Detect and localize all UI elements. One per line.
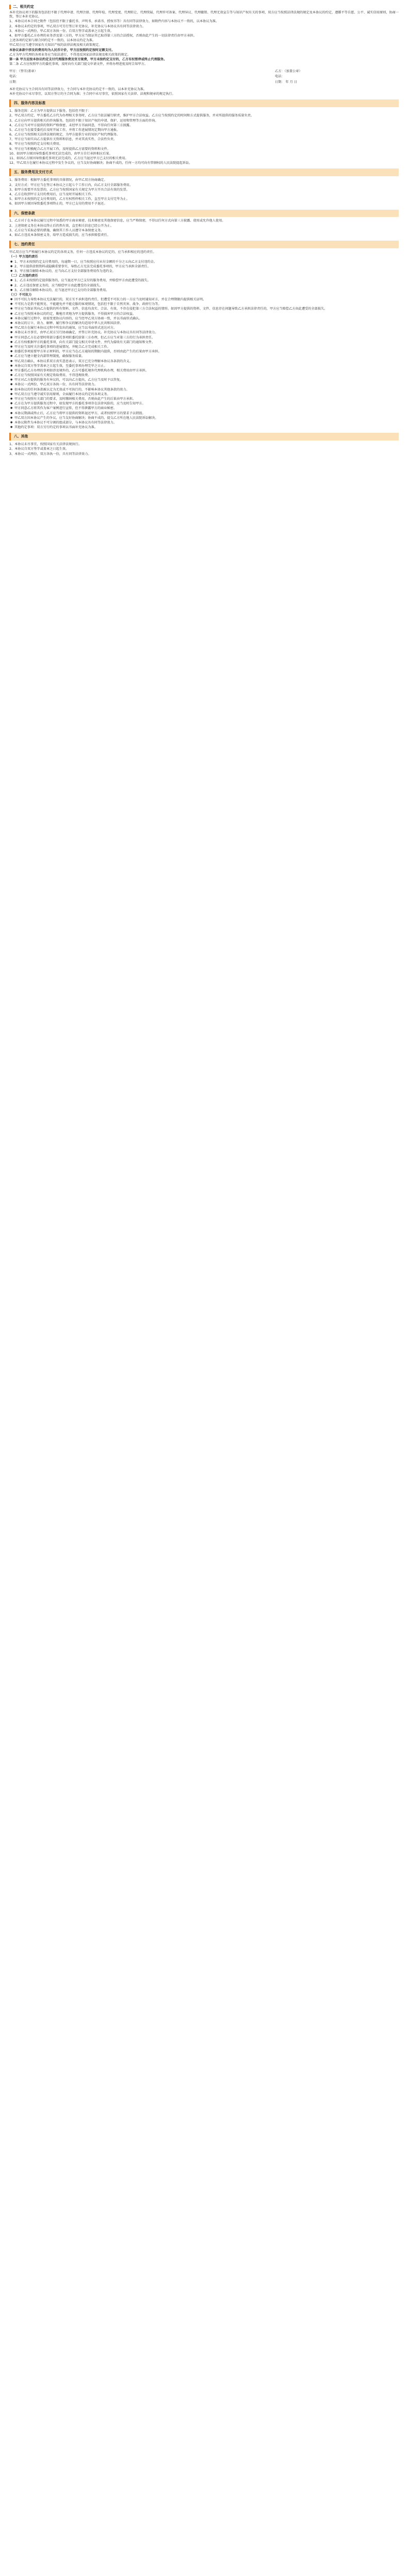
list-item: ● 因不可抗力导致本协议无法履行的，双方互不承担违约责任，但遭受不可抗力的一方应当及时通知对方，并在合理期限内提供相关证明。 <box>9 298 399 302</box>
list-item: ● 1、乙方未按照约定提供服务的，应当退还甲方已支付的服务费用，并赔偿甲方由此遭受的损失。 <box>9 279 399 283</box>
paragraph: 4、如乙方违反本条保密义务，给甲方造成损失的，应当承担赔偿责任。 <box>9 233 110 238</box>
list-item: ● 本协议的订立、效力、解释、履行和争议的解决均适用中华人民共和国法律。 <box>9 321 399 326</box>
paragraph: 本补充协议项下的服务包括但不限于代理申请、代理注册、代理年检、代理变更、代理转让、代理续展、代理许可备案、代理异议、代理撤销、代理无效宣告等与知识产权有关的事项，双方应当按照法律法规的规定及本协议的约定，遵循平等自愿、公平、诚实信用原则，协商一致，签订本补充协议。 <box>9 11 399 19</box>
paragraph: 9、甲方应当积极配合乙方开展工作，及时提供乙方需要的资料和文件。 <box>9 147 110 151</box>
paragraph: 4、如甲方委托乙方办理的业务涉及第三方的，甲方应当保证其已取得第三方的合法授权，否则由此产生的一切法律责任由甲方承担。 <box>9 33 197 38</box>
band1-body <box>9 109 399 165</box>
paragraph: 6、乙方应当按照相关法律法规的规定，为甲方提供专业的知识产权代理服务。 <box>9 133 120 137</box>
list-item: ● 乙方应当按照本协议的约定，勤勉尽责地为甲方提供服务，不得损害甲方的合法权益。 <box>9 312 399 316</box>
subheading: （二）乙方违约责任 <box>9 274 38 278</box>
band3-body <box>9 219 399 238</box>
paragraph: 10、如因甲方原因导致委托事项无法完成的，由甲方自行承担相应后果。 <box>9 151 112 156</box>
paragraph: 乙方为甲方代理的各项业务应当依法进行，不得违反国家法律法规及相关政策的规定。 <box>9 53 131 57</box>
list-item: ● 本协议一式两份，甲乙双方各执一份，具有同等法律效力。 <box>9 383 399 387</box>
document-page <box>0 0 408 465</box>
paragraph: 2、上述保密义务在本协议终止后仍然有效，直至相关信息已经公开为止。 <box>9 224 113 228</box>
long-body <box>9 307 399 430</box>
list-item: ● 甲乙双方确认，本协议系双方真实意思表示，双方已充分理解本协议各条款的含义。 <box>9 360 399 364</box>
signature-block <box>9 70 399 84</box>
list-item: ● 甲方应当保证其向乙方提供的所有资料、文件、信息均真实、合法、有效，不存在侵犯第三方合法权益的情形。如因甲方提供的资料、文件、信息存在问题导致乙方承担法律责任的，甲方应当赔偿乙方由此遭受的全部损失。 <box>9 307 399 311</box>
date-fields: 年 月 日 <box>285 80 298 84</box>
paragraph: 3、如甲方需要开具发票的，乙方应当按照国家有关规定为甲方开具合法有效的发票。 <box>9 188 129 192</box>
paragraph: 本补充协议中未尽事宜，以双方签订的主合同为准；主合同中未尽事宜，依照国家有关法律、法规和规章的规定执行。 <box>9 92 175 96</box>
heading-marker <box>9 5 11 9</box>
signature-row <box>9 75 399 79</box>
paragraph: 4、乙方在收到甲方支付的费用后，应当及时开展相关工作。 <box>9 192 94 196</box>
list-item: ● 本协议自双方签字盖章之日起生效，至委托事项办理完毕之日止。 <box>9 364 399 368</box>
party-b-label: 乙方：（加盖公章） <box>275 70 302 74</box>
paragraph: 本协议条款中涉及的费用均为人民币计价，甲方应按照约定按时足额支付。 <box>9 48 115 52</box>
paragraph: 3、本协议一式两份，甲乙双方各执一份，自双方签字或盖章之日起生效。 <box>9 29 113 33</box>
list-item: ● 甲方同意乙方将其作为客户案例进行宣传，但不得泄露甲方的商业秘密。 <box>9 406 399 411</box>
paragraph: 11、如因乙方原因导致委托事项无法完成的，乙方应当退还甲方已支付的相关费用。 <box>9 157 128 161</box>
list-item: ● 甲方对乙方提供的服务有异议的，可以向乙方提出，乙方应当及时予以答复。 <box>9 378 399 382</box>
band5-body <box>9 443 399 456</box>
phone-label-a: 电话： <box>9 75 19 79</box>
list-item: ● 2、乙方违反保密义务的，应当赔偿甲方由此遭受的全部损失。 <box>9 284 399 288</box>
paragraph: 第二条 乙方应按照甲方的委托事项，及时向有关部门提交申请文件，并将办理进度及时告知甲方。 <box>9 62 148 66</box>
list-item: ● 甲方应当及时关注委托事项的进展情况，并配合乙方完成相关工作。 <box>9 345 399 349</box>
paragraph: 上述各项约定如与原合同约定不一致的，以本协议约定为准。 <box>9 39 96 43</box>
paragraph: 第一条 甲方应按本协议约定支付代理服务费及官方规费，甲方未按约定支付的，乙方有权暂停或终止代理服务。 <box>9 57 167 61</box>
paragraph: 甲乙双方应当严格履行本协议约定的各项义务，任何一方违反本协议约定的，应当承担相应的违约责任。 <box>9 250 156 255</box>
paragraph: 1、本协议对本合同之附件（包括但不限于委托书、声明书、承诺书、授权书等）具有同等法律效力，如附件内容与本协议不一致的，以本协议为准。 <box>9 20 219 24</box>
paragraph: 5、如甲方未按照约定支付费用的，乙方有权暂停相关工作，直至甲方支付完毕为止。 <box>9 197 129 201</box>
list-item: ● 本协议履行过程中，如需变更协议内容的，应当经甲乙双方协商一致，并以书面形式确认。 <box>9 317 399 321</box>
list-item: ● 其他约定事项：双方另行约定的事项以书面补充协议为准。 <box>9 426 399 430</box>
paragraph: 3、乙方应当采取必要的措施，确保其工作人员遵守本条保密义务。 <box>9 228 104 232</box>
list-item: ● 甲乙双方因本协议产生的争议，应当友好协商解决；协商不成的，提交乙方所在地人民法院诉讼解决。 <box>9 416 399 420</box>
paragraph: 1、服务范围：乙方为甲方提供以下服务，包括但不限于： <box>9 109 91 113</box>
list-item: ● 不可抗力是指不能预见、不能避免并不能克服的客观情况，包括但不限于自然灾害、战争、政府行为等。 <box>9 302 399 307</box>
date-label-b: 日期： <box>275 80 285 84</box>
paragraph: 4、乙方应当对甲方提供的资料严格保密，未经甲方书面同意，不得向任何第三方披露。 <box>9 123 133 127</box>
signature-row <box>9 70 399 74</box>
paragraph: 3、本协议一式两份，双方各执一份，具有同等法律效力。 <box>9 452 91 456</box>
phone-label-b: 电话： <box>275 75 285 79</box>
paragraph: 甲乙双方应当遵守国家有关知识产权的法律法规及相关政策规定。 <box>9 43 102 47</box>
paragraph: 6、如因甲方原因导致委托事项终止的，甲方已支付的费用不予退还。 <box>9 202 107 206</box>
list-item: ● 乙方应当建立健全内部管理制度，确保服务质量。 <box>9 354 399 359</box>
date-label-a: 日期： <box>9 80 19 84</box>
section-band: 四、服务内容及标准 <box>9 99 399 107</box>
band4-body <box>9 250 399 307</box>
party-a-label: 甲方： <box>9 70 19 74</box>
list-item: ● 3、甲方擅自解除本协议的，应当向乙方支付全部服务费用作为违约金。 <box>9 269 399 274</box>
signature-row <box>9 80 399 84</box>
section-band: 八、其他 <box>9 433 399 440</box>
section2-body <box>9 11 399 66</box>
list-item: ● 甲乙双方应当遵守诚实信用原则，全面履行本协议约定的各项义务。 <box>9 393 399 397</box>
section-title: 二、相关约定 <box>13 5 34 9</box>
list-item: ● 2、甲方提供虚假资料或隐瞒重要事实，导致乙方无法完成委托事项的，甲方应当承担全部责任。 <box>9 265 399 269</box>
paragraph: 2、甲乙双方约定，甲方委托乙方代为办理相关事务时，乙方应当依法履行职责，维护甲方合法权益。乙方应当按照约定的时间和方式提供服务，并对所提供的服务质量负责。 <box>9 114 254 118</box>
paragraph: 2、支付方式：甲方应当在签订本协议之日起七个工作日内，向乙方支付全部服务费用。 <box>9 183 133 187</box>
paragraph: 1、服务费用：根据甲方委托事项的具体情况，由甲乙双方协商确定。 <box>9 178 107 182</box>
paragraph: 本补充协议与主合同具有同等法律效力，主合同与本补充协议约定不一致的，以本补充协议为准。 <box>9 87 147 91</box>
subheading: （一）甲方违约责任 <box>9 255 38 259</box>
list-item: ● 如委托事项需要甲方补正材料的，甲方应当在乙方通知的期限内提供，否则由此产生的后果由甲方承担。 <box>9 350 399 354</box>
section-band: 六、保密条款 <box>9 210 399 217</box>
section-heading <box>9 5 399 9</box>
subheading: （三）不可抗力 <box>9 293 32 297</box>
paragraph: 8、甲方应当按照约定支付相关费用。 <box>9 142 62 146</box>
paragraph: 1、本协议未尽事宜，按照国家有关法律法规执行。 <box>9 443 82 447</box>
list-item: ● 本协议附件为本协议不可分割的组成部分，与本协议具有同等法律效力。 <box>9 421 399 425</box>
paragraph: 1、乙方对于在本协议履行过程中知悉的甲方商业秘密、技术秘密及其他保密信息，应当严格保密，不得以任何方式向第三方披露、使用或允许他人使用。 <box>9 219 225 223</box>
list-item: ● 如本协议的任何条款被认定为无效或不可执行的，不影响本协议其他条款的效力。 <box>9 388 399 392</box>
list-item: ● 乙方在为甲方提供服务过程中，如发现甲方的委托事项存在法律风险的，应当及时告知甲方。 <box>9 402 399 406</box>
list-item: ● 乙方应当按照国家有关规定收取费用，不得违规收费。 <box>9 374 399 378</box>
list-item: ● 甲方委托乙方办理的事项如涉及境外的，乙方可委托境外代理机构办理，相关费用由甲方承担。 <box>9 369 399 373</box>
paragraph: 12、甲乙双方在履行本协议过程中发生争议的，应当友好协商解决；协商不成的，任何一方均可向有管辖权的人民法院提起诉讼。 <box>9 161 192 165</box>
paragraph: 2、本协议未约定的事项，甲乙双方可另行签订补充协议，补充协议与本协议具有同等法律效力。 <box>9 24 145 28</box>
paragraph: 5、乙方应当在接受委托后及时开展工作，并将工作进展情况定期向甲方通报。 <box>9 128 120 132</box>
list-item: ● 1、甲方未按照约定支付费用的，每逾期一日，应当按照应付未付金额的千分之五向乙方支付违约金。 <box>9 260 399 264</box>
party-a-sign: （签字/盖章） <box>19 70 38 74</box>
list-item: ● 本协议期满或终止后，乙方应当将甲方提供的资料退还甲方，或者按照甲方的要求予以销毁。 <box>9 412 399 416</box>
section-band: 七、违约责任 <box>9 241 399 248</box>
band2-body <box>9 178 399 206</box>
list-item: ● 本协议未尽事宜，由甲乙双方另行协商确定，并签订补充协议。补充协议与本协议具有同等法律效力。 <box>9 331 399 335</box>
list-item: ● 甲方同意乙方在必要时将部分委托事项转委托给第三方办理，但乙方应当对第三方的行为承担责任。 <box>9 336 399 340</box>
list-item: ● 甲乙双方在履行本协议过程中所发出的通知，应当以书面形式送达对方。 <box>9 326 399 330</box>
list-item: ● 3、乙方擅自解除本协议的，应当退还甲方已支付的全部服务费用。 <box>9 289 399 293</box>
section-band: 五、服务费用及支付方式 <box>9 168 399 176</box>
paragraph: 7、甲方应当如实向乙方提供有关资料和信息，并对其真实性、合法性负责。 <box>9 138 117 142</box>
list-item: ● 甲方应当按照有关部门的要求，及时缴纳相关费用，否则由此产生的后果由甲方承担。 <box>9 397 399 401</box>
paragraph: 3、乙方应向甲方提供相关的咨询服务，包括但不限于知识产权的申请、保护、运用和管理等方面的咨询。 <box>9 118 158 123</box>
list-item: ● 乙方有权根据甲方的委托事项，向有关部门提交相关申请文件，并代为接收有关部门的通知和文件。 <box>9 341 399 345</box>
paragraph: 2、本协议自双方签字或盖章之日起生效。 <box>9 447 69 451</box>
